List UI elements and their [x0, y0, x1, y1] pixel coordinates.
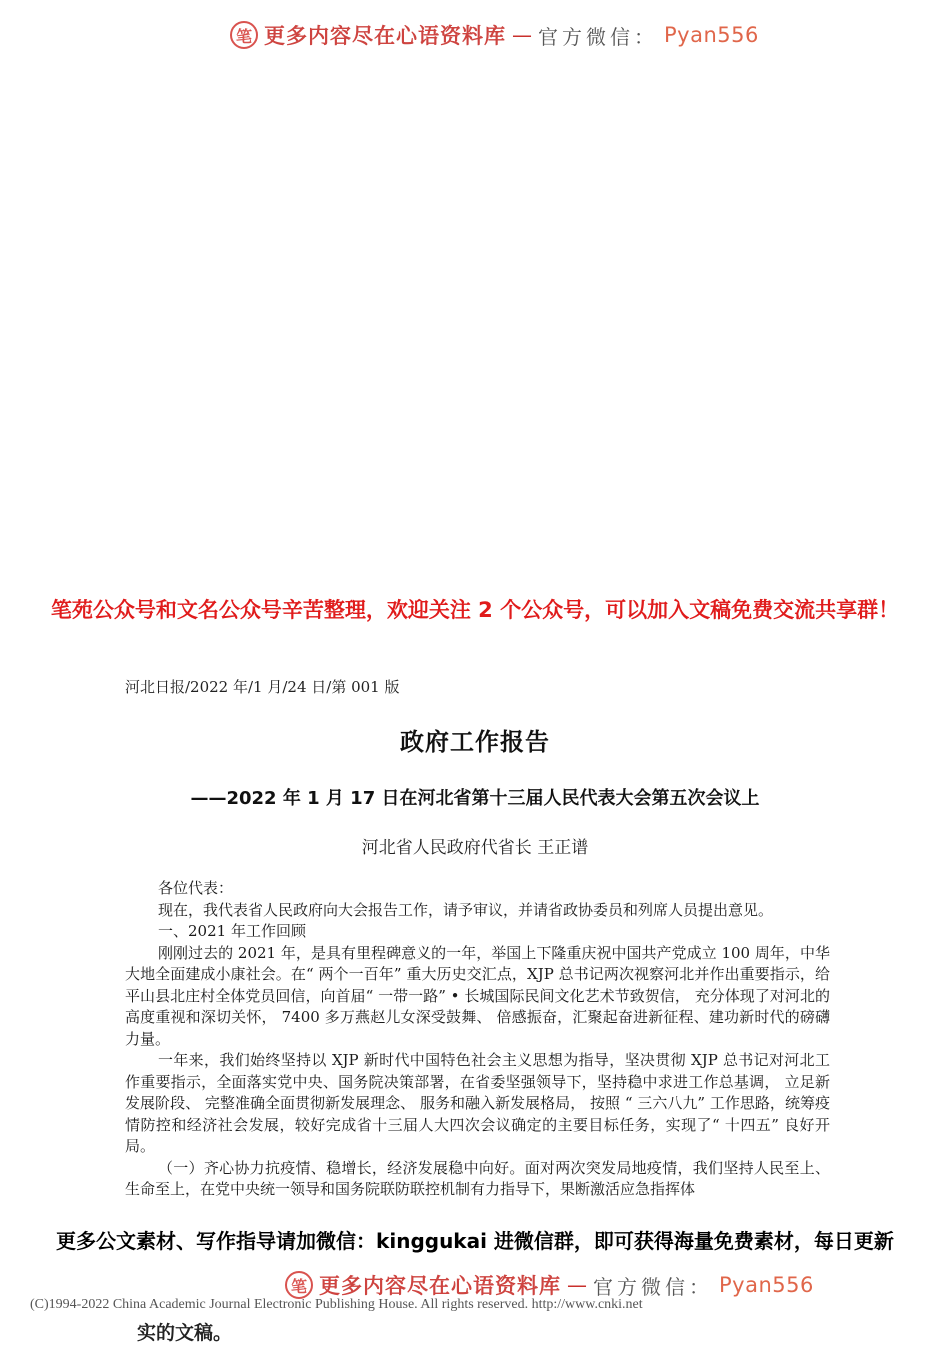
- watermark-text: 更多内容尽在心语资料库: [319, 1274, 561, 1298]
- paragraph: 刚刚过去的 2021 年，是具有里程碑意义的一年，举国上下隆重庆祝中国共产党成立 100 周年，中华大地全面建成小康社会。在“ 两个一百年” 重大历史交汇点，XJP 总书记两次视察河北并作出重要指示，给平山县北庄村全体党员回信，向首届“ 一带一路” • 长城国际民间文化艺术节致贺信， 充分体现了对河北的高度重视和深切关怀， 7400 多万燕赵儿女深受鼓舞、 倍感振奋，汇聚起奋进新征程、建功新时代的磅礴力量。: [125, 943, 830, 1048]
- document-title: 政府工作报告: [400, 728, 550, 756]
- cut-off-text: 实的文稿。: [137, 1322, 233, 1344]
- promo-banner-red: 笔苑公众号和文名公众号辛苦整理，欢迎关注 2 个公众号，可以加入文稿免费交流共享群！: [50, 598, 900, 622]
- paragraph: 现在，我代表省人民政府向大会报告工作，请予审议，并请省政协委员和列席人员提出意见。: [158, 900, 774, 919]
- watermark-dash: —: [512, 23, 532, 47]
- watermark-wechat-id: Pyan556: [664, 23, 759, 47]
- watermark-dash: —: [567, 1273, 587, 1297]
- watermark-logo-icon: 笔: [230, 21, 258, 49]
- watermark-text: 更多内容尽在心语资料库: [264, 24, 506, 48]
- paragraph: 一年来，我们始终坚持以 XJP 新时代中国特色社会主义思想为指导，坚决贯彻 XJP 总书记对河北工作重要指示，全面落实党中央、国务院决策部署，在省委坚强领导下，坚持稳中求进工作总基调， 立足新发展阶段、 完整准确全面贯彻新发展理念、 服务和融入新发展格局， 按照 “ 三六八九” 工作思路，统筹疫情防控和经济社会发展，较好完成省十三届人大四次会议确定的主要目标任务，实现了“ 十四五” 良好开局。: [125, 1051, 830, 1155]
- watermark-logo-icon: 笔: [285, 1271, 313, 1299]
- paragraph: （一）齐心协力抗疫情、稳增长，经济发展稳中向好。面对两次突发局地疫情，我们坚持人民至上、生命至上，在党中央统一领导和国务院联防联控机制有力指导下，果断激活应急指挥体: [125, 1158, 830, 1198]
- promo-banner-black: 更多公文素材、写作指导请加微信：kinggukai 进微信群，即可获得海量免费素材，每日更新: [0, 1223, 950, 1256]
- watermark-bottom: [285, 1270, 814, 1300]
- document-body: [125, 878, 830, 1201]
- document-author: 河北省人民政府代省长 王正谱: [361, 838, 589, 858]
- watermark-top: [230, 20, 759, 50]
- watermark-official-label: 官方微信：: [538, 24, 658, 49]
- copyright-footer: (C)1994-2022 China Academic Journal Electronic Publishing House. All rights reserved. http://www.cnki.net: [30, 1297, 643, 1312]
- watermark-official-label: 官方微信：: [593, 1274, 713, 1299]
- paragraph: 各位代表：: [158, 879, 234, 897]
- source-line: 河北日报/2022 年/1 月/24 日/第 001 版: [125, 678, 400, 696]
- watermark-wechat-id: Pyan556: [719, 1273, 814, 1297]
- document-subtitle: ——2022 年 1 月 17 日在河北省第十三届人民代表大会第五次会议上: [190, 788, 760, 809]
- section-heading: 一、2021 年工作回顾: [158, 922, 306, 940]
